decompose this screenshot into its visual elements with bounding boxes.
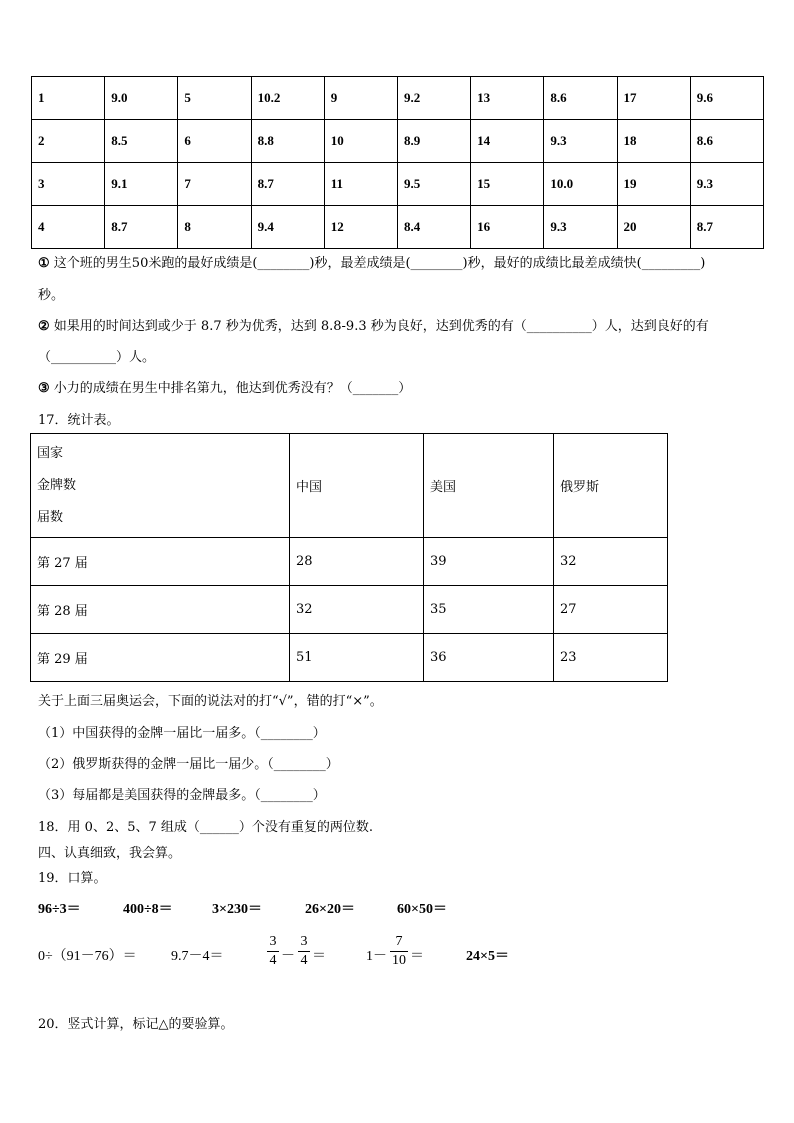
mental-math-7: 9.7－4＝ [171, 949, 224, 964]
student-number-cell: 20 [617, 206, 690, 249]
student-number-cell: 13 [471, 77, 544, 120]
q16-part1 [38, 252, 705, 271]
score-cell: 9.3 [690, 163, 763, 206]
score-cell: 9.1 [105, 163, 178, 206]
q19-title: 19．口算。 [38, 871, 107, 886]
fraction-denominator: 4 [300, 953, 308, 968]
student-number-cell: 9 [324, 77, 397, 120]
score-cell: 9.0 [105, 77, 178, 120]
table-row [31, 586, 668, 634]
mental-math-1: 96÷3＝ [38, 902, 81, 917]
medal-count-cell: 51 [290, 634, 424, 682]
medal-count-cell: 32 [290, 586, 424, 634]
fraction-numerator: 7 [395, 934, 403, 949]
student-number-cell: 16 [471, 206, 544, 249]
marker-2: ② [38, 319, 50, 334]
q17-statement-2: （2）俄罗斯获得的金牌一届比一届少。（________） [38, 757, 339, 772]
q16-part3 [38, 377, 411, 396]
student-number-cell: 4 [32, 206, 105, 249]
score-table [31, 76, 764, 249]
medal-count-cell: 32 [554, 538, 668, 586]
medal-count-cell: 39 [424, 538, 554, 586]
mental-math-6: 0÷（91－76）＝ [38, 949, 137, 964]
q16-part2-cont: （__________）人。 [38, 350, 156, 365]
score-cell: 9.3 [544, 120, 617, 163]
fraction-7-10 [389, 933, 409, 970]
student-number-cell: 18 [617, 120, 690, 163]
fraction-numerator: 3 [269, 934, 277, 949]
medal-count-cell: 27 [554, 586, 668, 634]
equals-sign: ＝ [410, 949, 424, 964]
fraction-numerator: 3 [300, 934, 308, 949]
fraction-denominator: 10 [392, 953, 406, 968]
student-number-cell: 2 [32, 120, 105, 163]
mental-math-5: 60×50＝ [397, 902, 447, 917]
q17-title: 17．统计表。 [38, 413, 120, 428]
score-cell: 9.6 [690, 77, 763, 120]
score-cell: 8.8 [251, 120, 324, 163]
equals-sign: ＝ [312, 949, 326, 964]
minus-sign: － [281, 949, 295, 964]
score-cell: 8.6 [544, 77, 617, 120]
medal-count-cell: 23 [554, 634, 668, 682]
student-number-cell: 17 [617, 77, 690, 120]
score-cell: 9.3 [544, 206, 617, 249]
student-number-cell: 5 [178, 77, 251, 120]
q16-part3-text: 小力的成绩在男生中排名第九，他达到优秀没有？（_______） [53, 381, 412, 396]
score-cell: 9.2 [397, 77, 470, 120]
student-number-cell: 15 [471, 163, 544, 206]
table-row [32, 120, 764, 163]
student-number-cell: 10 [324, 120, 397, 163]
header-edition: 届数 [37, 509, 64, 525]
student-number-cell: 11 [324, 163, 397, 206]
header-gold-count: 金牌数 [37, 477, 77, 493]
table-row [31, 634, 668, 682]
medal-table-corner-header [31, 434, 290, 538]
mental-math-3: 3×230＝ [212, 902, 262, 917]
student-number-cell: 14 [471, 120, 544, 163]
column-header-usa: 美国 [424, 434, 554, 538]
medal-count-cell: 28 [290, 538, 424, 586]
fraction-denominator: 4 [269, 953, 277, 968]
medal-count-cell: 35 [424, 586, 554, 634]
section4-title: 四、认真细致，我会算。 [38, 846, 182, 861]
score-cell: 8.4 [397, 206, 470, 249]
column-header-russia: 俄罗斯 [554, 434, 668, 538]
table-row [32, 77, 764, 120]
score-cell: 10.2 [251, 77, 324, 120]
mental-math-2: 400÷8＝ [123, 902, 173, 917]
score-cell: 8.5 [105, 120, 178, 163]
student-number-cell: 7 [178, 163, 251, 206]
edition-label-cell: 第 27 届 [31, 538, 290, 586]
score-cell: 9.5 [397, 163, 470, 206]
q20-text: 20．竖式计算，标记△的要验算。 [38, 1017, 234, 1032]
mental-math-10: 24×5＝ [466, 949, 509, 964]
q18-text: 18．用 0、2、5、7 组成（______）个没有重复的两位数. [38, 820, 374, 835]
edition-label-cell: 第 29 届 [31, 634, 290, 682]
column-header-china: 中国 [290, 434, 424, 538]
medal-table [30, 433, 668, 682]
fraction-3-4-b [297, 933, 311, 970]
fraction-3-4-a [266, 933, 280, 970]
score-cell: 8.7 [690, 206, 763, 249]
mental-math-4: 26×20＝ [305, 902, 355, 917]
score-cell: 9.4 [251, 206, 324, 249]
q16-part1-text: 这个班的男生50米跑的最好成绩是(________)秒，最差成绩是(________)秒，最好的成绩比最差成绩快(_________) [53, 256, 706, 271]
student-number-cell: 8 [178, 206, 251, 249]
score-cell: 10.0 [544, 163, 617, 206]
score-cell: 8.9 [397, 120, 470, 163]
one-minus: 1－ [366, 949, 387, 964]
medal-count-cell: 36 [424, 634, 554, 682]
medal-table-header-row [31, 434, 668, 538]
student-number-cell: 6 [178, 120, 251, 163]
q17-instruction: 关于上面三届奥运会，下面的说法对的打“√”，错的打“×”。 [38, 694, 383, 709]
student-number-cell: 12 [324, 206, 397, 249]
table-row [31, 538, 668, 586]
marker-1: ① [38, 256, 50, 271]
table-row [32, 163, 764, 206]
edition-label-cell: 第 28 届 [31, 586, 290, 634]
q17-statement-3: （3）每届都是美国获得的金牌最多。（________） [38, 788, 326, 803]
q16-part1-cont: 秒。 [38, 288, 65, 303]
table-row [32, 206, 764, 249]
score-cell: 8.7 [105, 206, 178, 249]
student-number-cell: 3 [32, 163, 105, 206]
student-number-cell: 1 [32, 77, 105, 120]
q16-part2 [38, 315, 709, 334]
score-cell: 8.6 [690, 120, 763, 163]
marker-3: ③ [38, 381, 50, 396]
q17-statement-1: （1）中国获得的金牌一届比一届多。（________） [38, 726, 326, 741]
student-number-cell: 19 [617, 163, 690, 206]
header-country: 国家 [37, 445, 64, 461]
score-cell: 8.7 [251, 163, 324, 206]
q16-part2-text: 如果用的时间达到或少于 8.7 秒为优秀，达到 8.8-9.3 秒为良好，达到优秀的有（__________）人，达到良好的有 [53, 319, 709, 334]
